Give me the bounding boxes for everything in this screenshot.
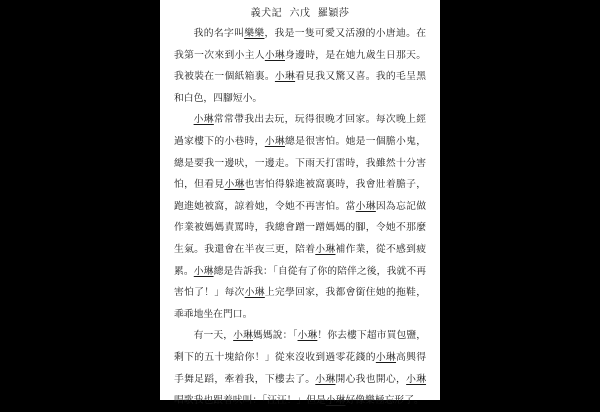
underlined-name: 樂樂 [244,28,265,39]
text-run: ，我是一隻可愛又活潑的小唐迪。在我第一次來到小主人 [174,28,427,61]
text-run: 有一天， [193,330,234,342]
underlined-name: 小琳 [264,135,286,147]
underlined-name: 小琳 [193,265,214,277]
text-run: 也害怕得躲進被窩裏時，我會壯着膽子，跑進她被窩，諒着她，令她不再害怕。當 [174,179,427,212]
text-run: 總是告訴我：「自從有了你的陪伴之後，我就不再害怕了！」每次 [174,265,427,299]
underlined-name: 小琳 [233,330,253,342]
underlined-name: 小琳 [315,373,336,385]
text-run: 看見我又驚又喜。我的毛呈黑和白色，四腳短小。 [174,71,427,104]
underlined-name: 小琳 [355,200,376,212]
underlined-name: 小琳 [274,71,296,83]
text-run: 媽媽說：「 [252,330,298,342]
text-run: 身邊時，是在她九歲生日那天。我被裝在一個紙箱裏。 [174,49,427,83]
underlined-name: 小琳 [325,395,346,407]
underlined-name: 小琳 [244,287,265,299]
text-run: 總是很害怕。她是一個膽小鬼，總是要我一邊吠，一邊走。下雨天打雷時，我雖然十分害怕，但看見 [174,135,427,191]
text-run: 好像樂極忘形了。 [345,395,424,407]
underlined-name: 小琳 [406,373,427,385]
document-body [174,23,426,412]
paragraph [174,325,426,411]
paragraph [174,23,426,109]
text-run: 因為忘記做作業被媽媽責罵時，我總會蹭一蹭媽媽的腳，令她不那麼生氣。我還會在半夜三更，陪着 [174,200,427,255]
text-run: 開心我也開心， [335,373,407,385]
underlined-name: 小琳 [315,243,336,255]
text-run: 唱歌我也跟着吠叫：「汪汪！」但是 [174,395,326,407]
underlined-name: 小琳 [193,114,214,126]
underlined-name: 小琳 [264,49,286,61]
text-run: 高興得手舞足蹈，牽着我，下樓去了。 [174,351,427,385]
text-run: 常常帶我出去玩，玩得很晚才回家。每次晚上經過家樓下的小巷時， [174,114,427,147]
text-run: 補作業，從不感到疲累。 [174,243,427,277]
text-run: 我的名字叫 [193,28,245,39]
underlined-name: 小琳 [224,179,245,191]
document-page [160,0,440,407]
paragraph [174,109,426,325]
text-run: 上完學回家，我都會銜住她的拖鞋，乖乖地坐在門口。 [174,287,427,320]
underlined-name: 小琳 [297,330,318,342]
underlined-name: 小琳 [375,351,397,363]
document-title: 義犬記 六戊 羅穎莎 [250,8,350,19]
text-run: ！你去樓下超市買包鹽，剩下的五十塊給你！」從來沒收到過零花錢的 [174,330,427,363]
